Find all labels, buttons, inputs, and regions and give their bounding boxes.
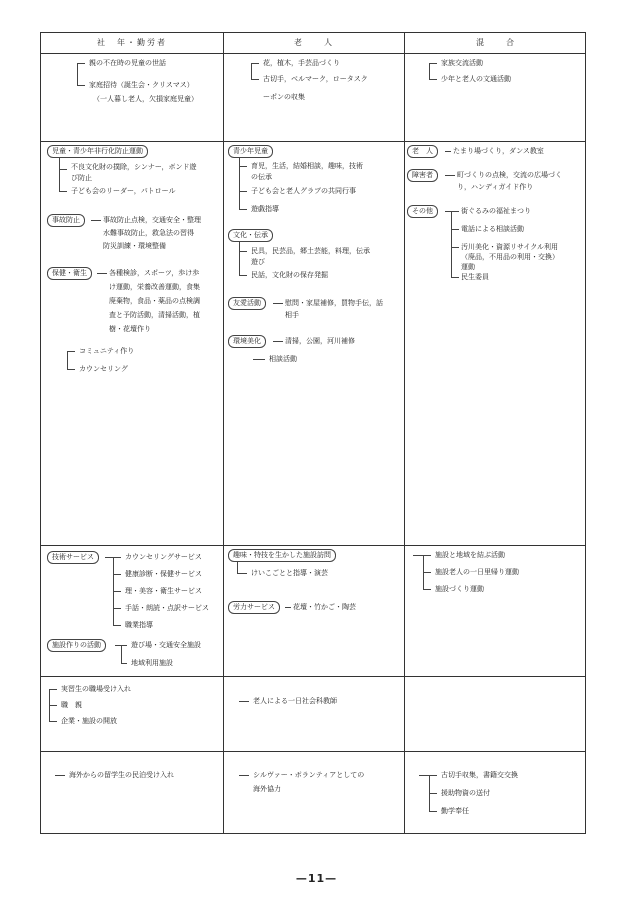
list-item: 慰問・家屋補修，買物手伝，話 — [285, 299, 383, 307]
list-item: 花壇・竹かご・陶芸 — [293, 603, 356, 611]
header-youth-workers: 社 年・勤労者 — [97, 38, 167, 47]
list-item: 遊び — [251, 258, 265, 266]
list-item: 施設老人の一日里帰り運動 — [435, 568, 519, 576]
list-item: 廃棄物，食品・薬品の点検調 — [109, 297, 200, 305]
connector-line — [285, 607, 291, 608]
list-item: 実習生の職場受け入れ — [61, 685, 131, 693]
row-divider — [41, 141, 585, 142]
list-item: 相談活動 — [269, 355, 297, 363]
list-item: 古切手，ベルマーク，ロータスク — [263, 75, 368, 83]
bracket-tick — [429, 79, 437, 80]
activity-table — [40, 32, 586, 834]
category-tag: 技術サービス — [47, 551, 99, 564]
bracket — [59, 157, 60, 191]
column-divider — [223, 33, 224, 833]
bracket-tick — [451, 247, 459, 248]
bracket-tick — [429, 811, 437, 812]
list-item: 電話による相談活動 — [461, 225, 524, 233]
bracket-tick — [239, 166, 247, 167]
list-item: 援助物資の送付 — [441, 789, 490, 797]
list-item: 相手 — [285, 311, 299, 319]
list-item: 防災訓練・環境整備 — [103, 242, 166, 250]
list-item: 施設づくり運動 — [435, 585, 484, 593]
list-item: 汚川美化・資源リサイクル利用 — [461, 243, 559, 251]
bracket — [429, 63, 430, 79]
list-item: けいこごとと指導・演芸 — [251, 569, 328, 577]
category-tag: 施設作りの活動 — [47, 639, 106, 652]
bracket — [451, 211, 452, 277]
category-tag: 友愛活動 — [228, 297, 266, 310]
list-item: 子ども会と老人グラブの共同行事 — [251, 187, 356, 195]
bracket-tick — [67, 369, 75, 370]
list-item: 不良文化財の撲除，シンナー，ボンド遊 — [71, 163, 197, 171]
list-item: 各種検診，スポーツ，歩け歩 — [109, 269, 200, 277]
bracket-tick — [239, 191, 247, 192]
bracket-tick — [237, 573, 247, 574]
list-item: 街ぐるみの福祉まつり — [461, 207, 531, 215]
bracket-tick — [113, 574, 121, 575]
list-item: 老人による一日社会科教師 — [253, 697, 337, 705]
list-item: の伝承 — [251, 173, 272, 181]
bracket-tick — [49, 689, 57, 690]
bracket-tick — [445, 211, 459, 212]
bracket-tick — [419, 775, 437, 776]
bracket-tick — [429, 63, 437, 64]
bracket-tick — [239, 251, 247, 252]
list-item: 清掃，公園，河川補修 — [285, 337, 355, 345]
bracket-tick — [429, 793, 437, 794]
bracket — [239, 157, 240, 209]
connector-line — [55, 775, 65, 776]
list-item: 古切手収集，書籍交交換 — [441, 771, 518, 779]
list-item: 遊び場・交通安全施設 — [131, 641, 201, 649]
list-item: 施設と地域を結ぶ活動 — [435, 551, 505, 559]
bracket-tick — [113, 608, 121, 609]
category-tag: 児童・青少年非行化防止運動 — [47, 145, 148, 158]
list-item: 民具，民芸品，郷土芸能，料理，伝承 — [251, 247, 370, 255]
row-divider — [41, 53, 585, 54]
list-item: 町づくりの点検，交流の広場づく — [457, 171, 562, 179]
bracket-tick — [49, 705, 57, 706]
bracket-tick — [423, 572, 431, 573]
category-tag: 障害者 — [407, 169, 438, 182]
connector-line — [273, 303, 283, 304]
connector-line — [445, 175, 455, 176]
list-item: 健康診断・保健サービス — [125, 570, 202, 578]
bracket-tick — [423, 589, 431, 590]
bracket-tick — [413, 555, 431, 556]
connector-line — [273, 341, 283, 342]
connector-line — [239, 701, 249, 702]
header-mixed: 混 合 — [476, 38, 516, 47]
bracket-tick — [77, 85, 85, 86]
list-item: 企業・施設の開放 — [61, 717, 117, 725]
connector-line — [239, 775, 249, 776]
bracket — [251, 63, 252, 79]
list-item: 海外からの留学生の民泊受け入れ — [69, 771, 174, 779]
list-item: （一人暮し老人，欠損家庭児童） — [93, 95, 198, 103]
bracket-tick — [59, 191, 67, 192]
list-item: 民生委員 — [461, 273, 489, 281]
bracket-tick — [59, 169, 67, 170]
column-divider — [404, 33, 405, 833]
bracket-tick — [105, 557, 121, 558]
category-tag: 老 人 — [407, 145, 438, 158]
list-item: 家庭招待（誕生会・クリスマス） — [89, 81, 194, 89]
list-item: 査と予防活動，清掃活動，植 — [109, 311, 200, 319]
connector-line — [91, 220, 101, 221]
category-tag: 保健・衛生 — [47, 267, 92, 280]
bracket — [237, 561, 238, 573]
row-divider — [41, 545, 585, 546]
category-tag: 趣味・特技を生かした施設訪問 — [228, 549, 336, 562]
list-item: カウンセリングサービス — [125, 553, 202, 561]
page-number: —11— — [295, 872, 338, 885]
list-item: 少年と老人の文通活動 — [441, 75, 511, 83]
list-item: り，ハンディガイド作り — [457, 183, 534, 191]
category-tag: 労力サービス — [228, 601, 280, 614]
bracket-tick — [451, 229, 459, 230]
bracket — [77, 63, 78, 85]
list-item: 遊戯指導 — [251, 205, 279, 213]
list-item: び防止 — [71, 174, 92, 182]
list-item: 花，植木，手芸品づくり — [263, 59, 340, 67]
list-item: 手話・朗読・点訳サービス — [125, 604, 209, 612]
list-item: 育児，生活，結婚相談，趣味，技術 — [251, 162, 363, 170]
bracket-tick — [121, 663, 127, 664]
bracket — [239, 241, 240, 275]
bracket-tick — [113, 625, 121, 626]
bracket — [67, 351, 68, 369]
list-item: ーポンの収集 — [263, 93, 305, 101]
list-item: 事故防止点検，交通安全・整理 — [103, 216, 201, 224]
bracket-tick — [239, 275, 247, 276]
bracket-tick — [49, 721, 57, 722]
list-item: 水難事故防止，救急法の習得 — [103, 229, 194, 237]
list-item: 運動 — [461, 263, 475, 271]
connector-line — [445, 151, 451, 152]
list-item: 親の不在時の児童の世話 — [89, 59, 166, 67]
list-item: 理・美容・衛生サービス — [125, 587, 202, 595]
bracket-tick — [113, 591, 121, 592]
list-item: 家族交流活動 — [441, 59, 483, 67]
list-item: たまり場づくり，ダンス教室 — [453, 147, 544, 155]
bracket-tick — [67, 351, 75, 352]
bracket-tick — [251, 63, 259, 64]
connector-line — [97, 273, 107, 274]
bracket-tick — [251, 79, 259, 80]
bracket-tick — [77, 63, 85, 64]
list-item: け運動，栄養改善運動，食集 — [109, 283, 200, 291]
bracket-tick — [115, 645, 127, 646]
bracket — [121, 645, 122, 663]
list-item: 樹・花壇作り — [109, 325, 151, 333]
bracket-tick — [451, 277, 459, 278]
list-item: 職業指導 — [125, 621, 153, 629]
category-tag: その他 — [407, 205, 438, 218]
list-item: 民話，文化財の保存発掘 — [251, 271, 328, 279]
list-item: シルヴァー・ボランティアとしての — [253, 771, 365, 779]
list-item: カウンセリング — [79, 365, 128, 373]
list-item: 職 親 — [61, 701, 82, 709]
category-tag: 文化・伝承 — [228, 229, 273, 242]
bracket-tick — [239, 209, 247, 210]
list-item: 子ども会のリーダー，パトロール — [71, 187, 176, 195]
list-item: （廃品，不用品の利用・交換） — [461, 253, 559, 261]
row-divider — [41, 751, 585, 752]
list-item: 海外協力 — [253, 785, 281, 793]
category-tag: 青少年児童 — [228, 145, 273, 158]
row-divider — [41, 676, 585, 677]
category-tag: 事故防止 — [47, 214, 85, 227]
list-item: 地域利用施設 — [131, 659, 173, 667]
connector-line — [253, 359, 265, 360]
list-item: 勤学奉任 — [441, 807, 469, 815]
header-elderly: 老 人 — [294, 38, 334, 47]
category-tag: 環境美化 — [228, 335, 266, 348]
list-item: コミュニティ作り — [79, 347, 135, 355]
